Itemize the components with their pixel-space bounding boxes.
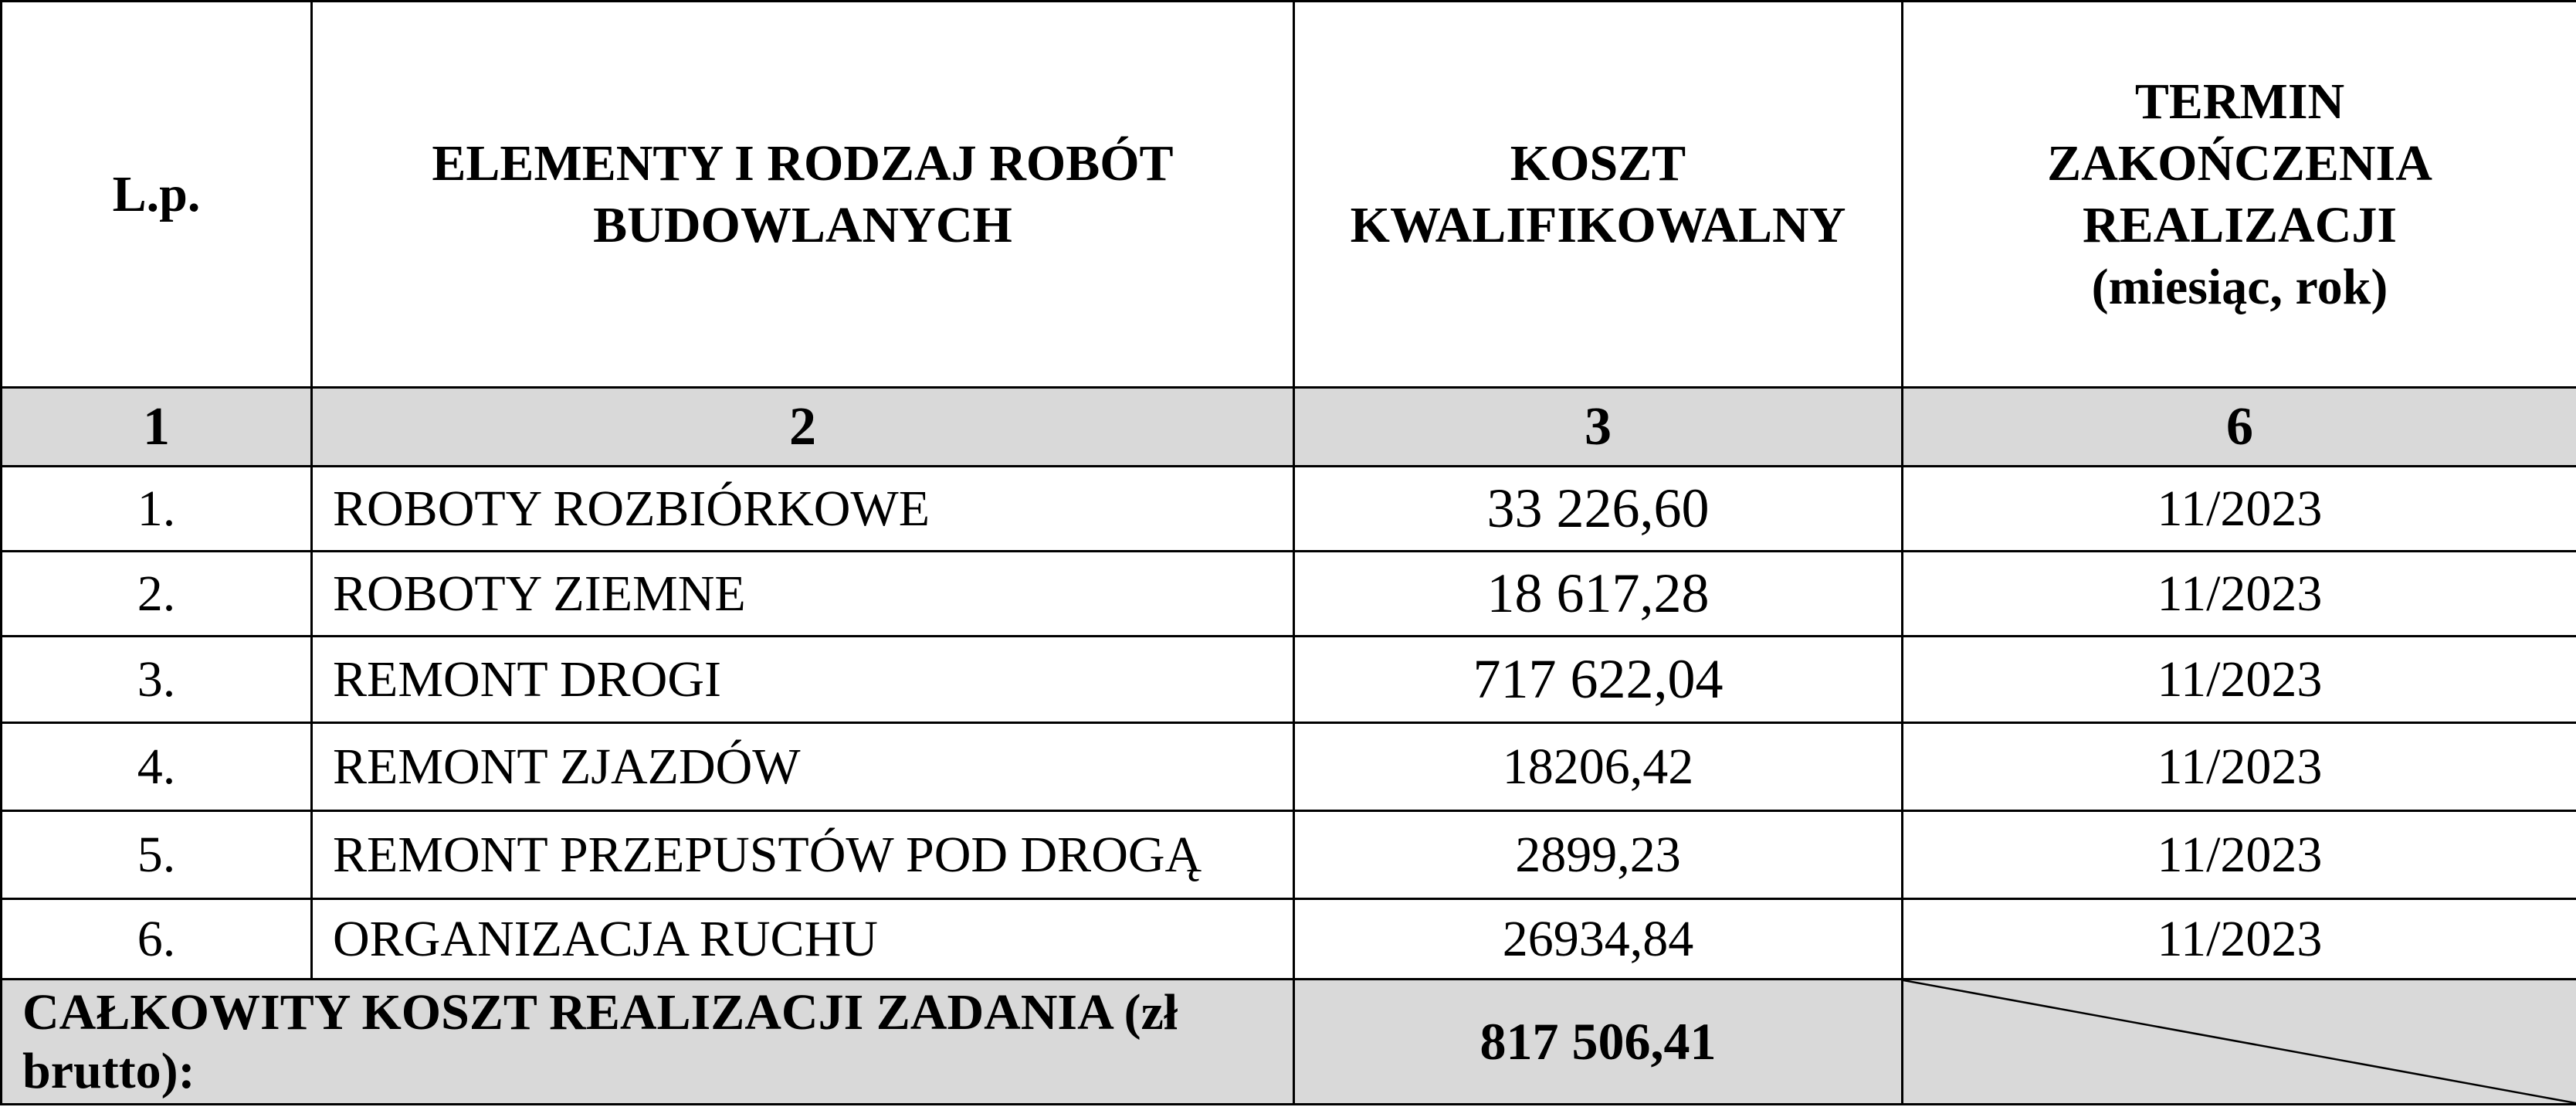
row-work-name: REMONT DROGI: [312, 637, 1294, 723]
header-term-line2: ZAKOŃCZENIA: [2047, 134, 2432, 192]
crossed-out-cell: [1903, 980, 2576, 1105]
header-cost: [1294, 2, 1903, 388]
total-label-line1: CAŁKOWITY KOSZT REALIZACJI ZADANIA (zł: [22, 983, 1178, 1041]
column-number: 6: [1903, 388, 2576, 467]
row-term: 11/2023: [1903, 811, 2576, 899]
total-row: [2, 980, 2576, 1105]
row-lp: 5.: [2, 811, 312, 899]
row-cost: 18206,42: [1294, 723, 1903, 811]
header-elements: [312, 2, 1294, 388]
row-lp: 1.: [2, 467, 312, 552]
row-cost: 33 226,60: [1294, 467, 1903, 552]
row-cost: 18 617,28: [1294, 552, 1903, 637]
column-number: 1: [2, 388, 312, 467]
total-value: 817 506,41: [1294, 980, 1903, 1105]
header-lp: [2, 2, 312, 388]
row-work-name: ORGANIZACJA RUCHU: [312, 899, 1294, 980]
row-lp: 3.: [2, 637, 312, 723]
row-lp: 6.: [2, 899, 312, 980]
column-number: 3: [1294, 388, 1903, 467]
table-row: [2, 811, 2576, 899]
table-row: [2, 723, 2576, 811]
row-lp: 2.: [2, 552, 312, 637]
column-number-row: [2, 388, 2576, 467]
header-term-line1: TERMIN: [2134, 73, 2345, 130]
row-cost: 26934,84: [1294, 899, 1903, 980]
row-term: 11/2023: [1903, 899, 2576, 980]
row-work-name: REMONT PRZEPUSTÓW POD DROGĄ: [312, 811, 1294, 899]
total-label: [2, 980, 1294, 1105]
table-row: [2, 637, 2576, 723]
header-term: [1903, 2, 2576, 388]
total-label-line2: brutto):: [22, 1042, 195, 1099]
row-term: 11/2023: [1903, 467, 2576, 552]
row-work-name: REMONT ZJAZDÓW: [312, 723, 1294, 811]
header-term-line3: REALIZACJI: [2082, 196, 2398, 253]
header-term-line4: (miesiąc, rok): [2091, 258, 2388, 315]
row-cost: 717 622,04: [1294, 637, 1903, 723]
row-term: 11/2023: [1903, 723, 2576, 811]
table-row: [2, 552, 2576, 637]
diagonal-line: [1903, 980, 2576, 1103]
header-lp-text: L.p.: [112, 165, 201, 222]
row-term: 11/2023: [1903, 552, 2576, 637]
table-row: [2, 467, 2576, 552]
row-lp: 4.: [2, 723, 312, 811]
header-cost-line1: KOSZT: [1510, 134, 1686, 192]
row-term: 11/2023: [1903, 637, 2576, 723]
row-cost: 2899,23: [1294, 811, 1903, 899]
header-elements-line2: BUDOWLANYCH: [593, 196, 1012, 253]
table-row: [2, 899, 2576, 980]
header-cost-line2: KWALIFIKOWALNY: [1350, 196, 1846, 253]
column-number: 2: [312, 388, 1294, 467]
row-work-name: ROBOTY ROZBIÓRKOWE: [312, 467, 1294, 552]
header-elements-line1: ELEMENTY I RODZAJ ROBÓT: [432, 134, 1174, 192]
row-work-name: ROBOTY ZIEMNE: [312, 552, 1294, 637]
header-row: [2, 2, 2576, 388]
